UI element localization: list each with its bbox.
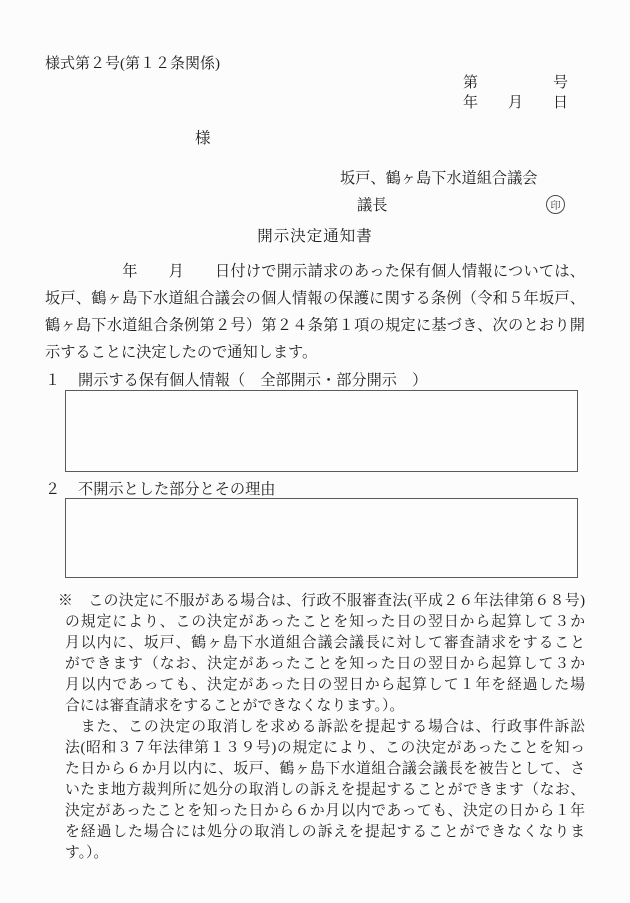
text-line: 年 月 日付けで開示請求のあった保有個人情報については、 bbox=[45, 263, 585, 280]
section-1-number: １ bbox=[45, 372, 61, 389]
seal-stamp-icon bbox=[546, 195, 565, 214]
disclosed-information-box bbox=[65, 390, 578, 472]
document-date-line: 年 月 日 bbox=[462, 95, 568, 111]
text-line: ※ この決定に不服がある場合は、行政不服審査法(平成２６年法律第６８号) bbox=[58, 593, 585, 609]
text-line: いたま地方裁判所に処分の取消しの訴えを提起することができます（なお、 bbox=[65, 782, 585, 798]
document-number-block bbox=[45, 73, 585, 113]
sender-role: 議長 bbox=[357, 196, 388, 214]
text-line: また、この決定の取消しを求める訴訟を提起する場合は、行政事件訴訟 bbox=[65, 719, 585, 735]
text-line: 鶴ヶ島下水道組合条例第２号）第２４条第１項の規定に基づき、次のとおり開 bbox=[45, 317, 585, 334]
text-line: ができます（なお、決定があったことを知った日の翌日から起算して３か bbox=[65, 656, 585, 672]
seal-character: 印 bbox=[550, 200, 561, 212]
text-line: 法(昭和３７年法律第１３９号)の規定により、この決定があったことを知っ bbox=[65, 740, 585, 756]
text-line: 坂戸、鶴ヶ島下水道組合議会の個人情報の保護に関する条例（令和５年坂戸、 bbox=[45, 290, 585, 307]
text-line: 示することに決定したので通知します。 bbox=[45, 344, 318, 361]
section-2-label: 不開示とした部分とその理由 bbox=[78, 481, 276, 498]
section-2-heading bbox=[45, 481, 585, 498]
body-paragraph bbox=[45, 258, 585, 366]
text-line: す。）。 bbox=[65, 845, 109, 861]
sender-role-line bbox=[45, 193, 585, 215]
addressee-line bbox=[45, 129, 585, 149]
form-number: 様式第２号(第１２条関係) bbox=[45, 56, 220, 72]
section-1-heading bbox=[45, 372, 585, 389]
sender-organization: 坂戸、鶴ヶ島下水道組合議会 bbox=[340, 170, 538, 187]
note-paragraph-lawsuit bbox=[65, 717, 585, 864]
addressee-suffix: 様 bbox=[195, 130, 211, 147]
document-title: 開示決定通知書 bbox=[257, 228, 373, 245]
nondisclosure-parts-box bbox=[65, 498, 578, 578]
text-line: を経過した場合には処分の取消しの訴えを提起することができなくなりま bbox=[65, 824, 585, 840]
section-1-label: 開示する保有個人情報（ 全部開示・部分開示 ） bbox=[78, 372, 428, 389]
text-line: 月以内であっても、決定があった日の翌日から起算して１年を経過した場 bbox=[65, 677, 585, 693]
text-line: 合には審査請求をすることができなくなります。）。 bbox=[65, 698, 405, 714]
document-number-line: 第 号 bbox=[462, 75, 568, 91]
section-2-number: ２ bbox=[45, 481, 61, 498]
text-line: た日から６か月以内に、坂戸、鶴ヶ島下水道組合議会議長を被告として、さ bbox=[65, 761, 585, 777]
note-paragraph-appeal bbox=[58, 591, 585, 717]
text-line: の規定により、この決定があったことを知った日の翌日から起算して３か bbox=[65, 614, 585, 630]
note-block bbox=[45, 591, 585, 864]
text-line: 月以内に、坂戸、鶴ヶ島下水道組合議会議長に対して審査請求をすること bbox=[65, 635, 585, 651]
text-line: 決定があったことを知った日から６か月以内であっても、決定の日から１年 bbox=[65, 803, 585, 819]
